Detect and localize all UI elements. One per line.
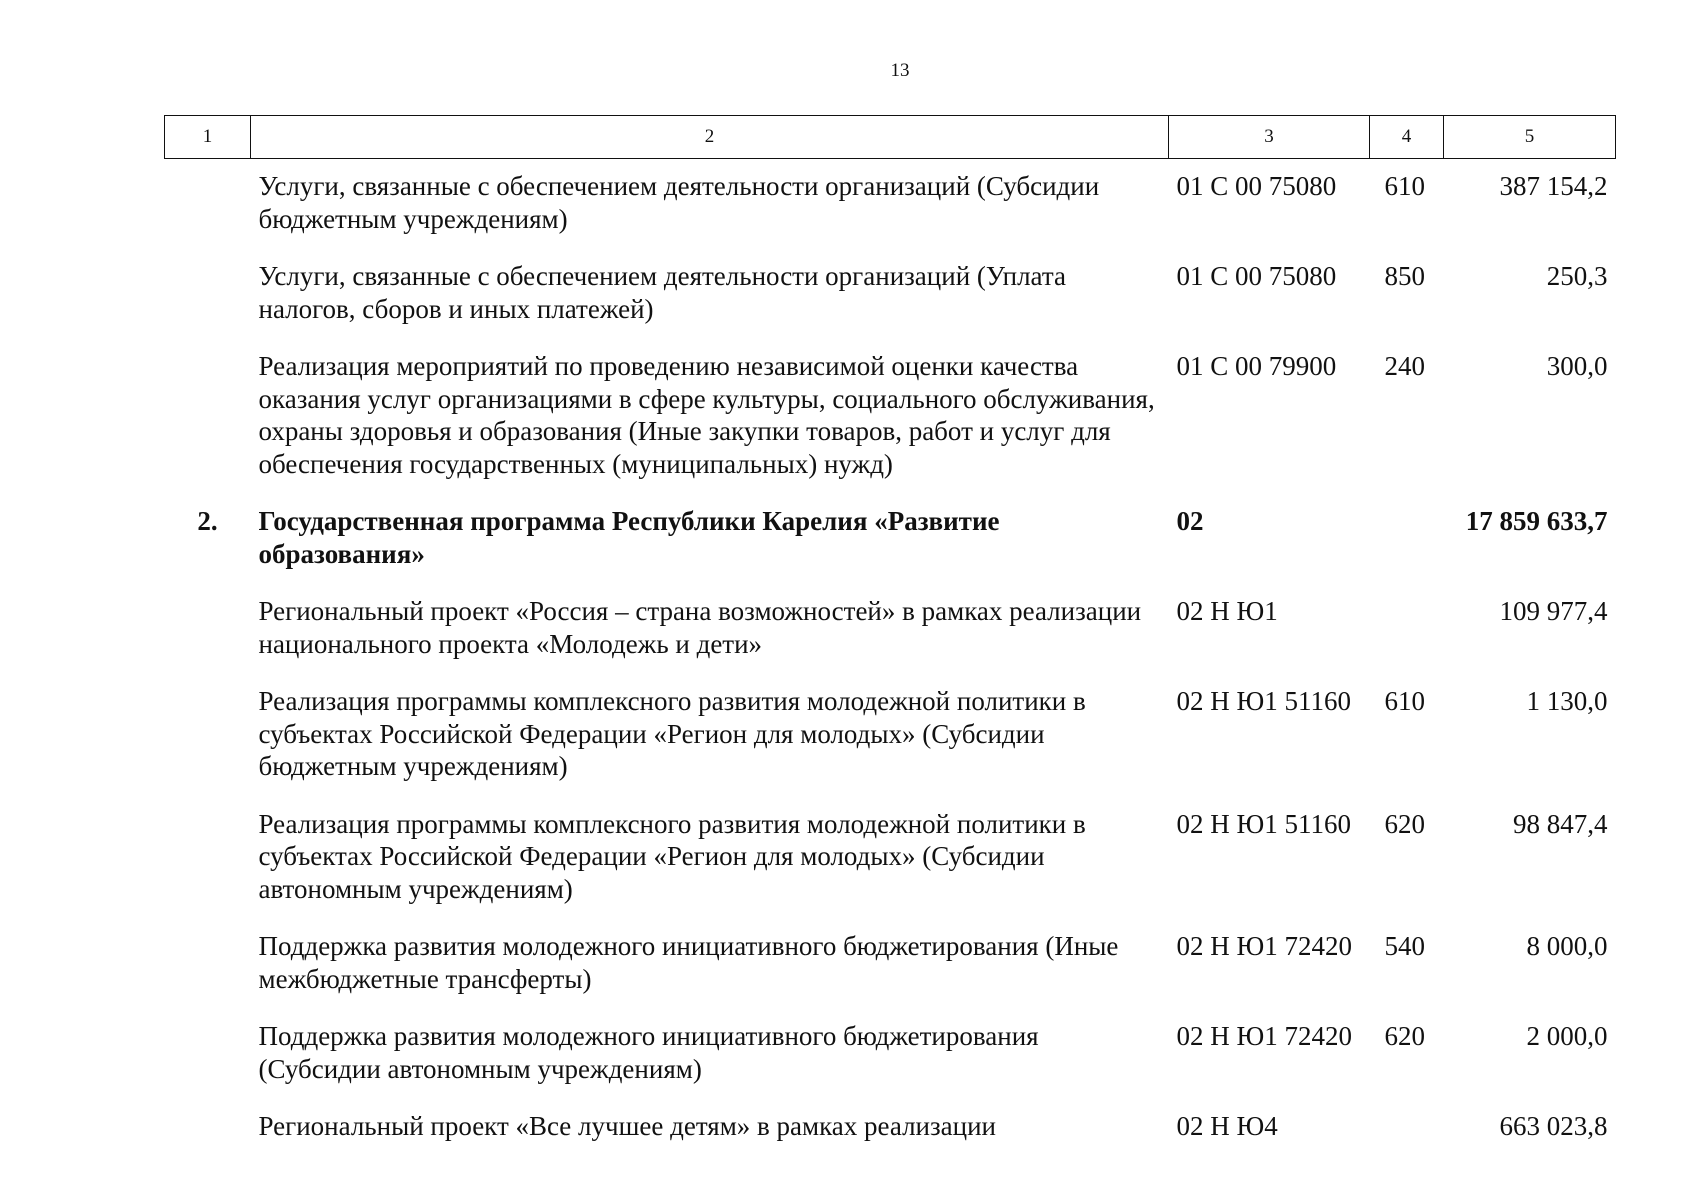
- row-number: [165, 1102, 251, 1160]
- table-row: [165, 677, 1616, 800]
- row-amount: 387 154,2: [1499, 171, 1608, 201]
- program-row: [165, 497, 1616, 587]
- page-number: 13: [890, 60, 910, 81]
- row-number: [165, 1012, 251, 1102]
- row-code: 02 Н Ю1: [1176, 596, 1278, 626]
- row-number: [165, 587, 251, 677]
- row-name: Поддержка развития молодежного инициативного бюджетирования (Субсидии автономным учреждениям): [258, 1021, 1039, 1084]
- table-row: [165, 252, 1616, 342]
- row-number: [165, 252, 251, 342]
- table-row: [165, 922, 1616, 1012]
- row-code: 02 Н Ю1 51160: [1176, 686, 1351, 716]
- table-row: [165, 1012, 1616, 1102]
- row-name: Услуги, связанные с обеспечением деятельности организаций (Уплата налогов, сборов и иных платежей): [258, 261, 1066, 324]
- row-expense-type: 240: [1384, 351, 1425, 381]
- row-code: 02 Н Ю4: [1176, 1111, 1278, 1141]
- row-expense-type: [1370, 1102, 1444, 1160]
- row-amount: 1 130,0: [1526, 686, 1608, 716]
- row-expense-type: 620: [1384, 1021, 1425, 1051]
- row-amount: 2 000,0: [1526, 1021, 1608, 1051]
- table-header: [165, 116, 1616, 159]
- table-row: [165, 159, 1616, 253]
- row-number: [165, 922, 251, 1012]
- row-number: [165, 677, 251, 800]
- row-amount: 98 847,4: [1513, 808, 1608, 839]
- row-amount: 250,3: [1546, 261, 1608, 291]
- budget-table: [164, 115, 1616, 1160]
- row-name: Услуги, связанные с обеспечением деятельности организаций (Субсидии бюджетным учреждениям): [258, 171, 1100, 234]
- row-expense-type: 610: [1384, 686, 1425, 716]
- row-number: [165, 159, 251, 253]
- row-expense-type: 620: [1384, 808, 1425, 839]
- row-name: Реализация программы комплексного развития молодежной политики в субъектах Российской Федерации «Регион для молодых» (Субсидии автономным учреждениям): [258, 808, 1086, 904]
- row-name: Государственная программа Республики Карелия «Развитие образования»: [258, 506, 1000, 569]
- header-column-name: 2: [251, 116, 1169, 159]
- row-name: Региональный проект «Все лучшее детям» в рамках реализации: [258, 1111, 996, 1141]
- row-name: Реализация мероприятий по проведению независимой оценки качества оказания услуг организациями в сфере культуры, социального обслуживания, охраны здоровья и образования (Иные закупки товаров, работ и услуг для обеспечения государственных (муниципальных) нужд): [258, 351, 1155, 479]
- row-name: Реализация программы комплексного развития молодежной политики в субъектах Российской Федерации «Регион для молодых» (Субсидии бюджетным учреждениям): [258, 686, 1086, 781]
- header-column-amount: 5: [1444, 116, 1616, 159]
- row-code: 02 Н Ю1 72420: [1176, 1021, 1352, 1051]
- row-amount: 8 000,0: [1526, 931, 1608, 961]
- row-expense-type: 610: [1384, 171, 1425, 201]
- row-code: 01 С 00 79900: [1176, 351, 1337, 381]
- row-code: 01 С 00 75080: [1176, 171, 1337, 201]
- row-number: [165, 342, 251, 497]
- table-body: [165, 159, 1616, 1160]
- row-amount: 109 977,4: [1499, 596, 1608, 626]
- row-code: 01 С 00 75080: [1176, 261, 1337, 291]
- row-amount: 300,0: [1546, 351, 1608, 381]
- table-row: [165, 1102, 1616, 1160]
- row-expense-type: 540: [1384, 931, 1425, 961]
- header-column-number: 1: [165, 116, 251, 159]
- row-amount: 663 023,8: [1499, 1111, 1608, 1141]
- table-row: [165, 342, 1616, 497]
- row-name: Региональный проект «Россия – страна возможностей» в рамках реализации национального проекта «Молодежь и дети»: [258, 596, 1142, 659]
- row-code: 02: [1176, 506, 1204, 536]
- row-expense-type: [1370, 497, 1444, 587]
- row-amount: 17 859 633,7: [1465, 506, 1608, 536]
- row-name: Поддержка развития молодежного инициативного бюджетирования (Иные межбюджетные трансферты): [258, 931, 1119, 994]
- row-expense-type: 850: [1384, 261, 1425, 291]
- table-row: [165, 800, 1616, 923]
- row-expense-type: [1370, 587, 1444, 677]
- table-row: [165, 587, 1616, 677]
- header-column-code: 3: [1169, 116, 1370, 159]
- row-code: 02 Н Ю1 51160: [1176, 808, 1351, 839]
- row-number: [165, 800, 251, 923]
- header-column-expense-type: 4: [1370, 116, 1444, 159]
- row-code: 02 Н Ю1 72420: [1176, 931, 1352, 961]
- row-number: 2.: [197, 506, 218, 536]
- header-row: [165, 116, 1616, 159]
